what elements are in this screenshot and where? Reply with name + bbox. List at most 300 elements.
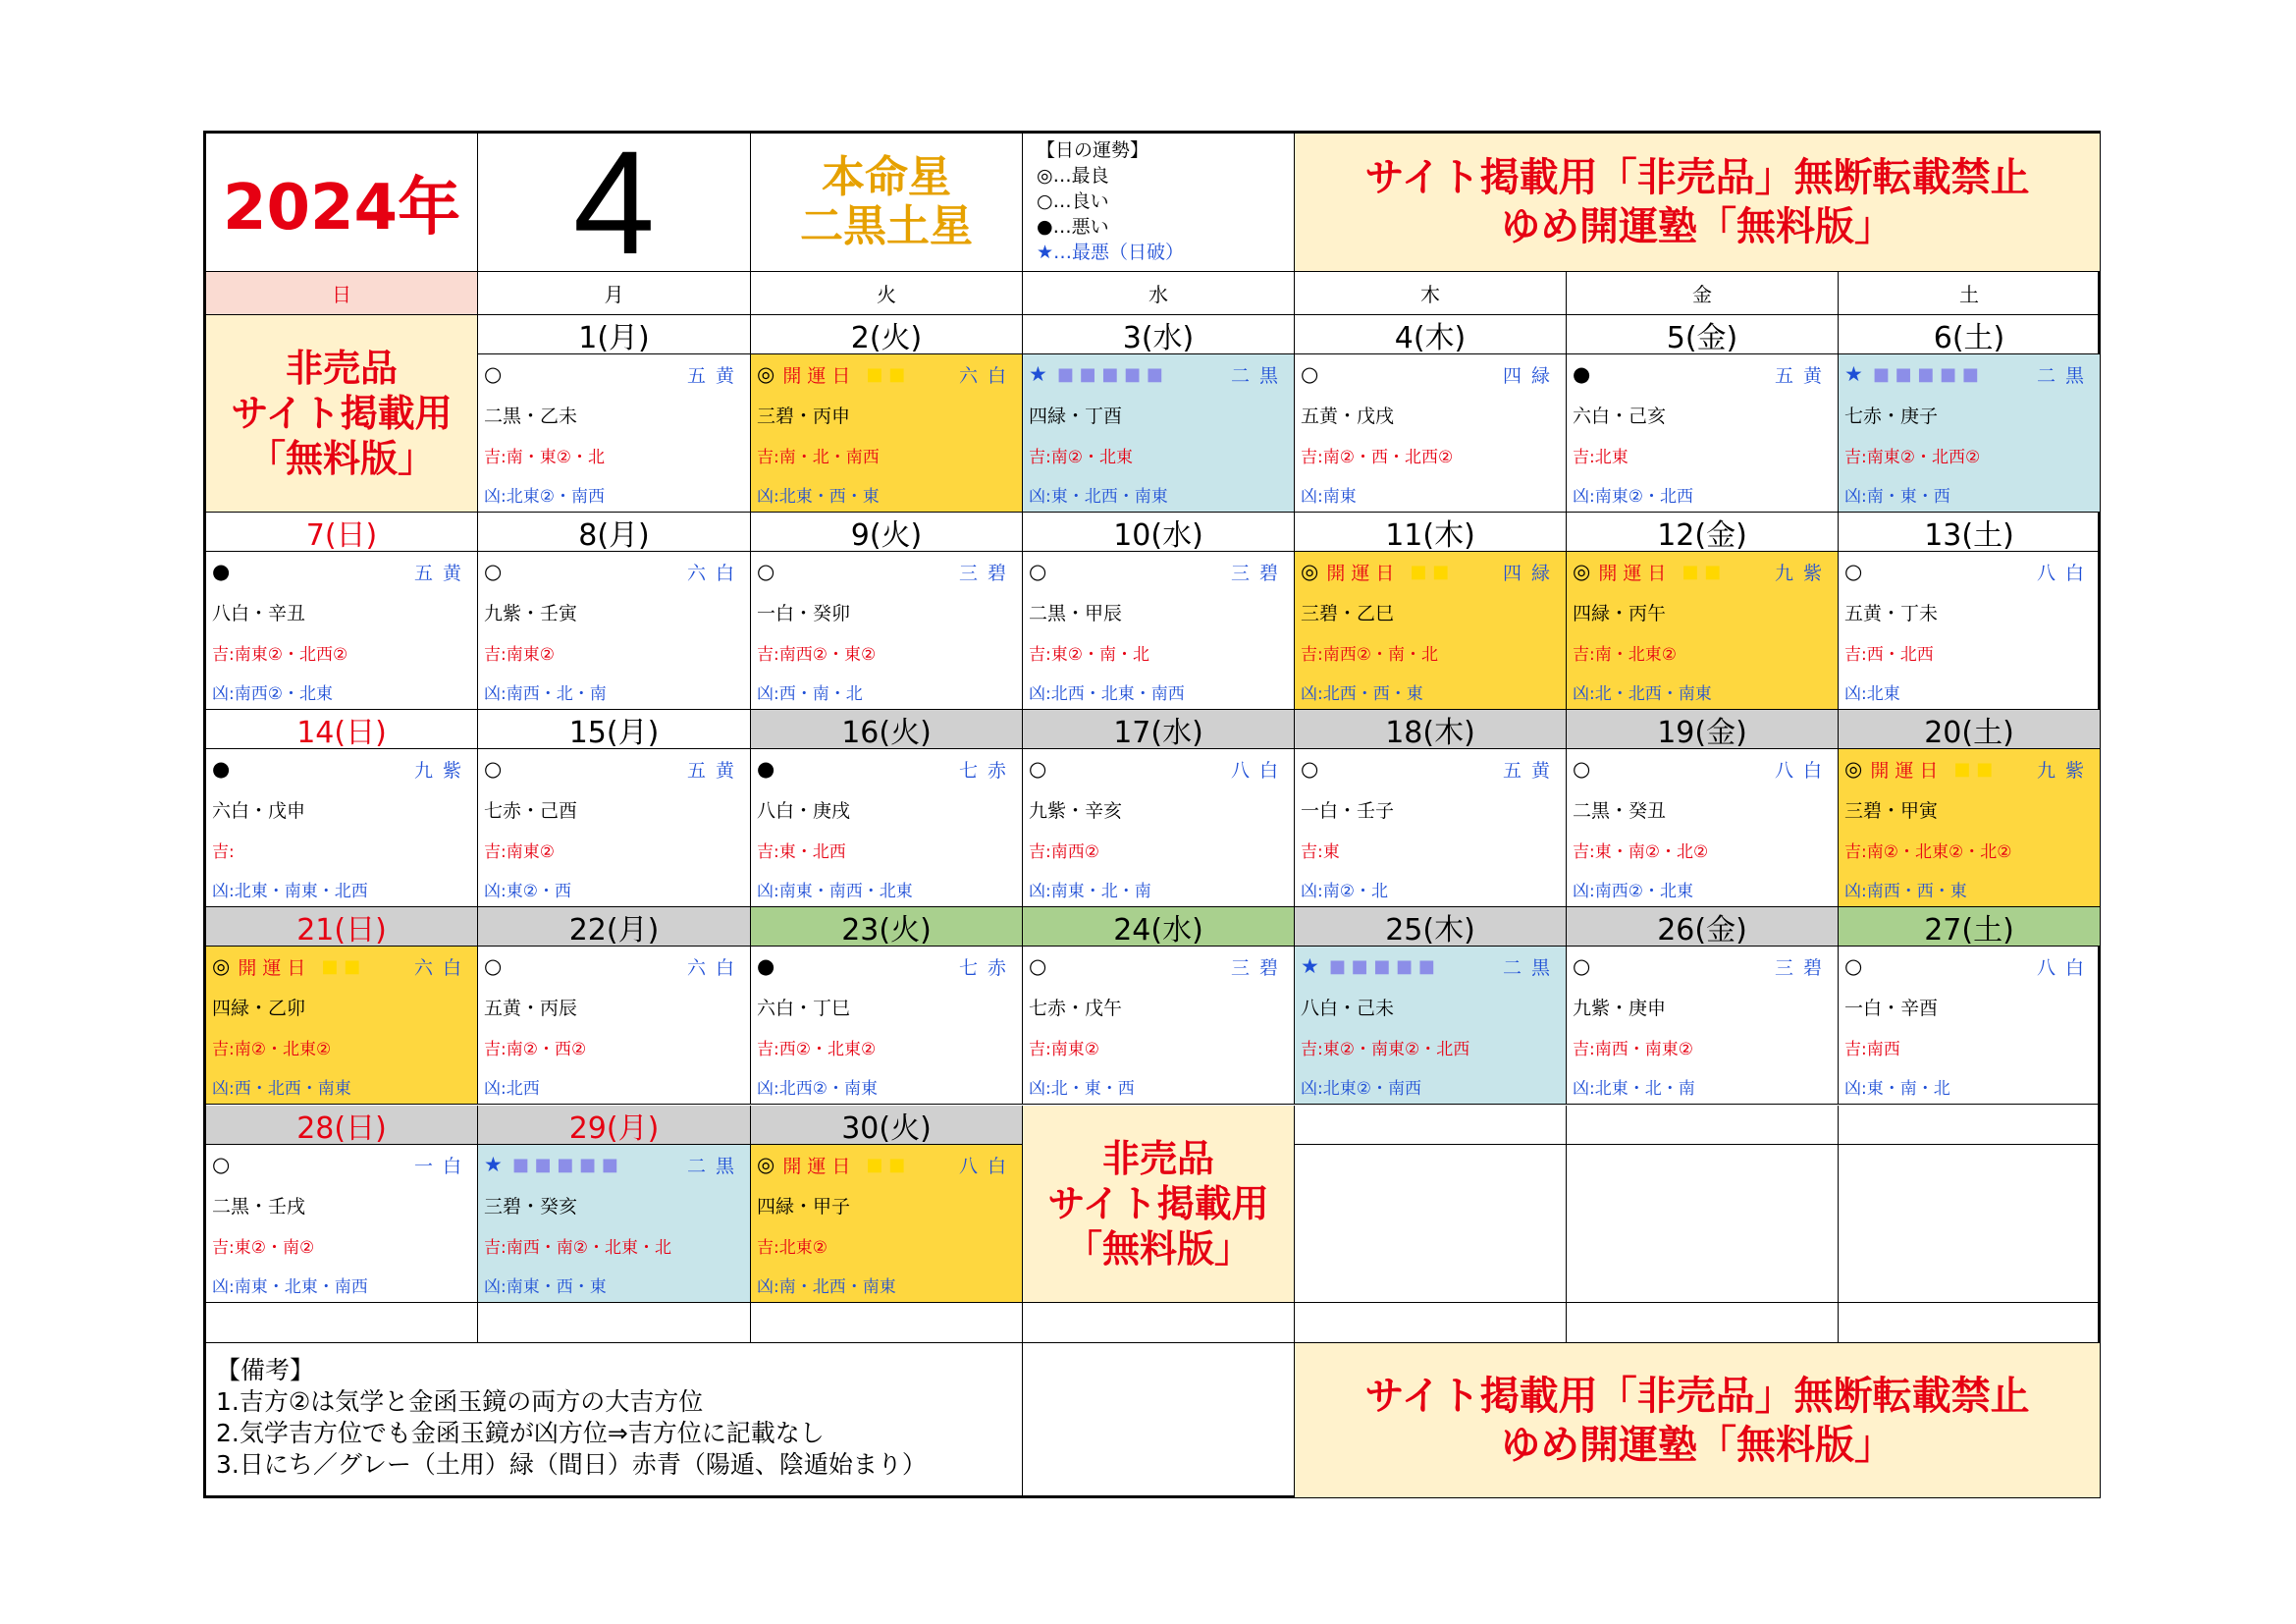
unlucky-directions: 凶:南東・南西・北東 <box>757 882 913 901</box>
kanshi-text: 九紫・辛亥 <box>1029 800 1123 822</box>
legend-worst: ★…最悪（日破） <box>1037 242 1185 263</box>
nine-star: 八白 <box>958 1155 1016 1177</box>
side-notice-bottom <box>1023 1106 1295 1303</box>
kaiun-day-label: 開運日 <box>782 1155 857 1177</box>
marker-squares: ■ ■ <box>866 1154 906 1175</box>
unlucky-directions: 凶:南東・北東・南西 <box>212 1277 368 1297</box>
fortune-symbol: ◎ <box>757 362 775 386</box>
day-cell <box>1295 749 1567 907</box>
date-number: 17(水) <box>1023 710 1295 749</box>
day-cell <box>751 749 1023 907</box>
nine-star: 八白 <box>2036 562 2094 584</box>
kanshi-text: 九紫・庚申 <box>1573 998 1667 1019</box>
marker-squares: ■ ■ ■ ■ ■ <box>1056 363 1163 385</box>
fortune-symbol: ◎ <box>757 1153 775 1176</box>
month-number: 4 <box>478 134 751 272</box>
day-cell <box>206 947 478 1105</box>
fortune-symbol: ○ <box>757 560 775 583</box>
unlucky-directions: 凶:北東②・南西 <box>1301 1079 1421 1099</box>
kaiun-day-label: 開運日 <box>238 956 312 979</box>
date-number: 9(火) <box>751 513 1023 552</box>
day-cell <box>1839 354 2101 513</box>
day-fortune-line <box>757 755 1016 783</box>
date-number: 14(日) <box>206 710 478 749</box>
kanshi-text: 七赤・己酉 <box>484 800 578 822</box>
marker-squares: ■ ■ <box>321 955 361 977</box>
day-fortune-line <box>1573 360 1832 388</box>
day-fortune-line <box>757 1151 1016 1178</box>
memo-blank <box>1023 1343 1295 1498</box>
fortune-symbol: ○ <box>1573 954 1591 978</box>
banner-line1: サイト掲載用「非売品」無断転載禁止 <box>1364 1373 2030 1419</box>
day-cell <box>1567 947 1839 1105</box>
day-cell <box>478 749 751 907</box>
unlucky-directions: 凶:南・東・西 <box>1844 487 1950 507</box>
fortune-symbol: ◎ <box>1573 560 1591 583</box>
kaiun-day-label: 開運日 <box>1598 562 1673 584</box>
day-fortune-line <box>1573 755 1832 783</box>
spacer-cell <box>1295 1303 1567 1343</box>
day-cell <box>478 947 751 1105</box>
date-number: 10(水) <box>1023 513 1295 552</box>
nine-star: 一白 <box>413 1155 471 1177</box>
fortune-symbol: ○ <box>484 954 503 978</box>
kanshi-text: 二黒・癸丑 <box>1573 800 1667 822</box>
side-notice-line2: サイト掲載用 <box>1047 1182 1269 1225</box>
unlucky-directions: 凶:北・東・西 <box>1029 1079 1135 1099</box>
date-number: 11(木) <box>1295 513 1567 552</box>
fortune-symbol: ◎ <box>212 954 231 978</box>
unlucky-directions: 凶:北東 <box>1844 684 1900 704</box>
date-number: 21(日) <box>206 907 478 947</box>
nine-star: 六白 <box>686 562 744 584</box>
nine-star: 七赤 <box>958 759 1016 782</box>
day-fortune-line <box>1844 360 2094 388</box>
fortune-symbol: ○ <box>1029 757 1047 781</box>
day-cell <box>206 1145 478 1303</box>
nine-star: 五黄 <box>1774 364 1832 387</box>
fortune-symbol: ○ <box>1029 954 1047 978</box>
lucky-directions: 吉:南東② <box>484 645 555 665</box>
honmei-star <box>751 134 1023 272</box>
kanshi-text: 一白・辛酉 <box>1844 998 1939 1019</box>
fortune-legend <box>1023 134 1295 272</box>
fortune-symbol: ● <box>212 560 231 583</box>
empty-cell <box>1295 1106 1567 1145</box>
lucky-directions: 吉:南・東②・北 <box>484 448 605 467</box>
side-notice-line2: サイト掲載用 <box>231 392 453 435</box>
lucky-directions: 吉:南西 <box>1844 1040 1900 1059</box>
spacer-cell <box>1839 1303 2101 1343</box>
kanshi-text: 七赤・庚子 <box>1844 406 1939 427</box>
date-number: 5(金) <box>1567 315 1839 354</box>
lucky-directions: 吉:南・北東② <box>1573 645 1677 665</box>
nine-star: 八白 <box>1774 759 1832 782</box>
date-number: 29(月) <box>478 1106 751 1145</box>
kanshi-text: 三碧・甲寅 <box>1844 800 1939 822</box>
nine-star: 八白 <box>2036 956 2094 979</box>
day-fortune-line <box>1573 558 1832 585</box>
kanshi-text: 二黒・甲辰 <box>1029 603 1123 624</box>
day-fortune-line <box>1301 558 1560 585</box>
fortune-symbol: ○ <box>1844 954 1863 978</box>
day-fortune-line <box>757 360 1016 388</box>
unlucky-directions: 凶:北東・南東・北西 <box>212 882 368 901</box>
kanshi-text: 四緑・丁酉 <box>1029 406 1123 427</box>
day-cell <box>1023 947 1295 1105</box>
banner-line2: ゆめ開運塾「無料版」 <box>1501 204 1894 249</box>
lucky-directions: 吉:西②・北東② <box>757 1040 877 1059</box>
bottom-banner <box>1295 1343 2101 1498</box>
nine-star: 四緑 <box>1502 562 1560 584</box>
kanshi-text: 三碧・乙巳 <box>1301 603 1395 624</box>
day-cell <box>1023 749 1295 907</box>
day-cell <box>1023 354 1295 513</box>
unlucky-directions: 凶:南②・北 <box>1301 882 1388 901</box>
nine-star: 二黒 <box>1502 956 1560 979</box>
fortune-symbol: ○ <box>484 757 503 781</box>
date-number: 27(土) <box>1839 907 2101 947</box>
spacer-cell <box>1023 1303 1295 1343</box>
lucky-directions: 吉:南②・北東② <box>212 1040 332 1059</box>
day-fortune-line <box>212 952 471 980</box>
date-number: 12(金) <box>1567 513 1839 552</box>
day-fortune-line <box>1844 558 2094 585</box>
lucky-directions: 吉:北東 <box>1573 448 1629 467</box>
date-number: 2(火) <box>751 315 1023 354</box>
lucky-directions: 吉:南東② <box>484 842 555 862</box>
unlucky-directions: 凶:北西・北東・南西 <box>1029 684 1185 704</box>
day-cell <box>1567 749 1839 907</box>
weekday-header: 金 <box>1567 272 1839 315</box>
date-number: 8(月) <box>478 513 751 552</box>
day-cell <box>1295 354 1567 513</box>
nine-star: 六白 <box>686 956 744 979</box>
day-cell <box>751 947 1023 1105</box>
fortune-symbol: ★ <box>484 1153 503 1176</box>
date-number: 22(月) <box>478 907 751 947</box>
honmei-star-value: 二黒土星 <box>800 201 973 251</box>
unlucky-directions: 凶:東・北西・南東 <box>1029 487 1168 507</box>
nine-star: 五黄 <box>413 562 471 584</box>
nine-star: 五黄 <box>686 759 744 782</box>
marker-squares: ■ ■ ■ ■ ■ <box>1328 955 1435 977</box>
kanshi-text: 七赤・戊午 <box>1029 998 1123 1019</box>
day-cell <box>1839 552 2101 710</box>
unlucky-directions: 凶:東・南・北 <box>1844 1079 1950 1099</box>
calendar <box>203 131 2101 1498</box>
nine-star: 五黄 <box>1502 759 1560 782</box>
day-fortune-line <box>212 558 471 585</box>
lucky-directions: 吉:南西・南東② <box>1573 1040 1693 1059</box>
unlucky-directions: 凶:北西・西・東 <box>1301 684 1423 704</box>
weekday-header: 水 <box>1023 272 1295 315</box>
legend-title: 【日の運勢】 <box>1037 139 1149 161</box>
lucky-directions: 吉:南②・西・北西② <box>1301 448 1454 467</box>
unlucky-directions: 凶:北西②・南東 <box>757 1079 878 1099</box>
nine-star: 九紫 <box>1774 562 1832 584</box>
date-number: 18(木) <box>1295 710 1567 749</box>
day-cell <box>478 552 751 710</box>
fortune-symbol: ◎ <box>1301 560 1319 583</box>
lucky-directions: 吉:東・北西 <box>757 842 846 862</box>
day-cell <box>1567 354 1839 513</box>
nine-star: 六白 <box>413 956 471 979</box>
memo-line2: 2.気学吉方位でも金函玉鏡が凶方位⇒吉方位に記載なし <box>216 1419 825 1447</box>
memo-line3: 3.日にち／グレー（土用）緑（間日）赤青（陽遁、陰遁始まり） <box>216 1450 927 1479</box>
fortune-symbol: ◎ <box>1844 757 1863 781</box>
weekday-header: 日 <box>206 272 478 315</box>
nine-star: 五黄 <box>686 364 744 387</box>
lucky-directions: 吉: <box>212 842 235 862</box>
empty-cell <box>1295 1145 1567 1303</box>
date-number: 30(火) <box>751 1106 1023 1145</box>
nine-star: 三碧 <box>1230 956 1288 979</box>
day-fortune-line <box>484 360 744 388</box>
lucky-directions: 吉:東 <box>1301 842 1340 862</box>
lucky-directions: 吉:東・南②・北② <box>1573 842 1709 862</box>
kaiun-day-label: 開運日 <box>1870 759 1945 782</box>
date-number: 6(土) <box>1839 315 2101 354</box>
day-cell <box>478 354 751 513</box>
nine-star: 六白 <box>958 364 1016 387</box>
fortune-symbol: ○ <box>1301 362 1319 386</box>
lucky-directions: 吉:南西・南②・北東・北 <box>484 1238 671 1258</box>
nine-star: 三碧 <box>1230 562 1288 584</box>
date-number: 23(火) <box>751 907 1023 947</box>
nine-star: 九紫 <box>413 759 471 782</box>
day-fortune-line <box>484 1151 744 1178</box>
marker-squares: ■ ■ <box>1410 561 1450 582</box>
side-notice-line3: 「無料版」 <box>1064 1227 1252 1271</box>
unlucky-directions: 凶:南東・北・南 <box>1029 882 1151 901</box>
day-fortune-line <box>1029 755 1288 783</box>
day-cell <box>1839 947 2101 1105</box>
spacer-cell <box>478 1303 751 1343</box>
day-fortune-line <box>1301 755 1560 783</box>
year-title: 2024年 <box>206 134 478 272</box>
kanshi-text: 六白・戊申 <box>212 800 306 822</box>
memo <box>206 1343 1023 1498</box>
unlucky-directions: 凶:南・北西・南東 <box>757 1277 896 1297</box>
day-cell <box>1295 552 1567 710</box>
date-number: 4(木) <box>1295 315 1567 354</box>
kaiun-day-label: 開運日 <box>1326 562 1401 584</box>
empty-cell <box>1839 1145 2101 1303</box>
fortune-symbol: ● <box>757 757 775 781</box>
day-fortune-line <box>212 755 471 783</box>
day-fortune-line <box>757 558 1016 585</box>
memo-title: 【備考】 <box>216 1356 315 1384</box>
lucky-directions: 吉:南西② <box>1029 842 1099 862</box>
unlucky-directions: 凶:北西 <box>484 1079 540 1099</box>
fortune-symbol: ○ <box>484 560 503 583</box>
marker-squares: ■ ■ <box>1953 758 1994 780</box>
banner-line2: ゆめ開運塾「無料版」 <box>1501 1422 1894 1468</box>
lucky-directions: 吉:東②・南・北 <box>1029 645 1149 665</box>
weekday-header: 木 <box>1295 272 1567 315</box>
lucky-directions: 吉:東②・南東②・北西 <box>1301 1040 1470 1059</box>
kanshi-text: 五黄・戊戌 <box>1301 406 1395 427</box>
nine-star: 四緑 <box>1502 364 1560 387</box>
fortune-symbol: ○ <box>1029 560 1047 583</box>
unlucky-directions: 凶:北東②・南西 <box>484 487 605 507</box>
nine-star: 二黒 <box>2036 364 2094 387</box>
unlucky-directions: 凶:東②・西 <box>484 882 571 901</box>
lucky-directions: 吉:東②・南② <box>212 1238 315 1258</box>
lucky-directions: 吉:南②・北東 <box>1029 448 1133 467</box>
day-fortune-line <box>1301 952 1560 980</box>
kanshi-text: 九紫・壬寅 <box>484 603 578 624</box>
day-fortune-line <box>1844 952 2094 980</box>
unlucky-directions: 凶:南東 <box>1301 487 1357 507</box>
date-number: 20(土) <box>1839 710 2101 749</box>
lucky-directions: 吉:南②・西② <box>484 1040 587 1059</box>
date-number: 7(日) <box>206 513 478 552</box>
date-number: 3(水) <box>1023 315 1295 354</box>
lucky-directions: 吉:南東② <box>1029 1040 1099 1059</box>
side-notice-line3: 「無料版」 <box>247 437 435 480</box>
lucky-directions: 吉:南西②・南・北 <box>1301 645 1438 665</box>
nine-star: 三碧 <box>958 562 1016 584</box>
unlucky-directions: 凶:南西・北・南 <box>484 684 607 704</box>
day-fortune-line <box>1029 558 1288 585</box>
nine-star: 九紫 <box>2036 759 2094 782</box>
unlucky-directions: 凶:北東・北・南 <box>1573 1079 1695 1099</box>
day-fortune-line <box>1844 755 2094 783</box>
kanshi-text: 八白・己未 <box>1301 998 1395 1019</box>
date-number: 16(火) <box>751 710 1023 749</box>
kanshi-text: 三碧・丙申 <box>757 406 851 427</box>
unlucky-directions: 凶:南東②・北西 <box>1573 487 1693 507</box>
date-number: 26(金) <box>1567 907 1839 947</box>
fortune-symbol: ● <box>757 954 775 978</box>
unlucky-directions: 凶:北・北西・南東 <box>1573 684 1712 704</box>
weekday-header: 土 <box>1839 272 2101 315</box>
weekday-header: 火 <box>751 272 1023 315</box>
day-fortune-line <box>1573 952 1832 980</box>
memo-line1: 1.吉方②は気学と金函玉鏡の両方の大吉方位 <box>216 1387 704 1416</box>
kanshi-text: 三碧・癸亥 <box>484 1196 578 1218</box>
unlucky-directions: 凶:南西②・北東 <box>1573 882 1693 901</box>
lucky-directions: 吉:南東②・北西② <box>212 645 348 665</box>
unlucky-directions: 凶:西・南・北 <box>757 684 863 704</box>
kanshi-text: 一白・癸卯 <box>757 603 851 624</box>
day-cell <box>478 1145 751 1303</box>
marker-squares: ■ ■ ■ ■ ■ <box>511 1154 618 1175</box>
day-cell <box>751 552 1023 710</box>
day-cell <box>751 1145 1023 1303</box>
kanshi-text: 五黄・丁未 <box>1844 603 1939 624</box>
fortune-symbol: ● <box>212 757 231 781</box>
banner-line1: サイト掲載用「非売品」無断転載禁止 <box>1364 155 2030 200</box>
marker-squares: ■ ■ <box>1682 561 1722 582</box>
lucky-directions: 吉:北東② <box>757 1238 828 1258</box>
spacer-cell <box>751 1303 1023 1343</box>
legend-good: ○…良い <box>1037 190 1109 212</box>
day-cell <box>751 354 1023 513</box>
legend-best: ◎…最良 <box>1037 165 1109 187</box>
day-cell <box>206 749 478 907</box>
spacer-cell <box>206 1303 478 1343</box>
day-fortune-line <box>484 558 744 585</box>
side-notice-top <box>206 315 478 513</box>
side-notice-line1: 非売品 <box>1101 1137 1214 1180</box>
fortune-symbol: ★ <box>1029 362 1047 386</box>
date-number: 25(木) <box>1295 907 1567 947</box>
lucky-directions: 吉:南②・北東②・北② <box>1844 842 2012 862</box>
fortune-symbol: ★ <box>1844 362 1863 386</box>
lucky-directions: 吉:南・北・南西 <box>757 448 880 467</box>
date-number: 1(月) <box>478 315 751 354</box>
day-fortune-line <box>484 755 744 783</box>
date-number: 28(日) <box>206 1106 478 1145</box>
kanshi-text: 一白・壬子 <box>1301 800 1395 822</box>
kanshi-text: 六白・丁巳 <box>757 998 851 1019</box>
date-number: 19(金) <box>1567 710 1839 749</box>
empty-cell <box>1567 1145 1839 1303</box>
fortune-symbol: ○ <box>484 362 503 386</box>
nine-star: 三碧 <box>1774 956 1832 979</box>
empty-cell <box>1567 1106 1839 1145</box>
fortune-symbol: ○ <box>1844 560 1863 583</box>
day-cell <box>1839 749 2101 907</box>
lucky-directions: 吉:西・北西 <box>1844 645 1934 665</box>
day-fortune-line <box>1301 360 1560 388</box>
kanshi-text: 四緑・丙午 <box>1573 603 1667 624</box>
unlucky-directions: 凶:南西・西・東 <box>1844 882 1967 901</box>
lucky-directions: 吉:南東②・北西② <box>1844 448 1981 467</box>
kanshi-text: 四緑・乙卯 <box>212 998 306 1019</box>
day-fortune-line <box>484 952 744 980</box>
day-cell <box>1023 552 1295 710</box>
unlucky-directions: 凶:北東・西・東 <box>757 487 880 507</box>
unlucky-directions: 凶:西・北西・南東 <box>212 1079 351 1099</box>
day-cell <box>206 552 478 710</box>
nine-star: 二黒 <box>686 1155 744 1177</box>
fortune-symbol: ★ <box>1301 954 1319 978</box>
legend-bad: ●…悪い <box>1037 216 1109 238</box>
marker-squares: ■ ■ <box>866 363 906 385</box>
date-number: 15(月) <box>478 710 751 749</box>
unlucky-directions: 凶:南西②・北東 <box>212 684 333 704</box>
weekday-header: 月 <box>478 272 751 315</box>
kaiun-day-label: 開運日 <box>782 364 857 387</box>
date-number: 13(土) <box>1839 513 2101 552</box>
day-fortune-line <box>1029 360 1288 388</box>
fortune-symbol: ○ <box>1573 757 1591 781</box>
fortune-symbol: ● <box>1573 362 1591 386</box>
kanshi-text: 六白・己亥 <box>1573 406 1667 427</box>
nine-star: 二黒 <box>1230 364 1288 387</box>
nine-star: 七赤 <box>958 956 1016 979</box>
day-cell <box>1567 552 1839 710</box>
day-fortune-line <box>1029 952 1288 980</box>
empty-cell <box>1839 1106 2101 1145</box>
fortune-symbol: ○ <box>212 1153 231 1176</box>
lucky-directions: 吉:南西②・東② <box>757 645 877 665</box>
kanshi-text: 五黄・丙辰 <box>484 998 578 1019</box>
fortune-symbol: ○ <box>1301 757 1319 781</box>
marker-squares: ■ ■ ■ ■ ■ <box>1872 363 1979 385</box>
honmei-star-label: 本命星 <box>822 152 951 202</box>
kanshi-text: 八白・辛丑 <box>212 603 306 624</box>
kanshi-text: 二黒・乙未 <box>484 406 578 427</box>
day-fortune-line <box>757 952 1016 980</box>
date-number: 24(水) <box>1023 907 1295 947</box>
unlucky-directions: 凶:南東・西・東 <box>484 1277 607 1297</box>
kanshi-text: 二黒・壬戌 <box>212 1196 306 1218</box>
